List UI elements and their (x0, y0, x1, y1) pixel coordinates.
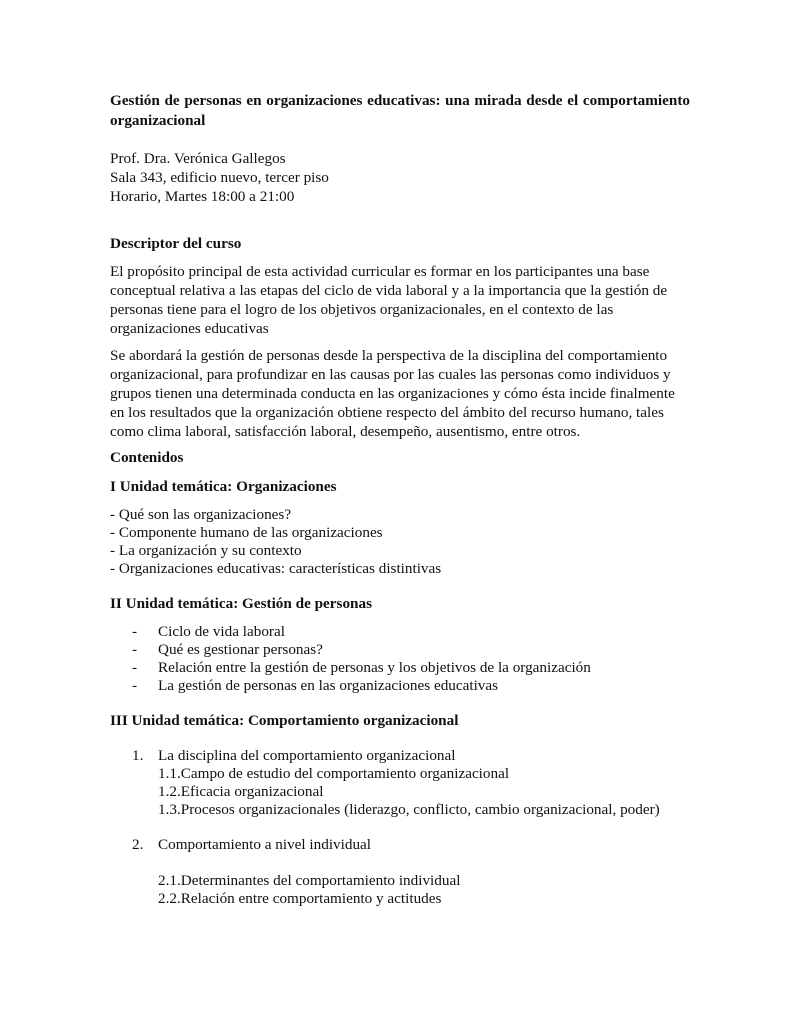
bullet-dash: - (132, 677, 138, 694)
list-number: 2. (132, 836, 144, 853)
unit3-heading: III Unidad temática: Comportamiento organizacional (110, 712, 459, 729)
descriptor-paragraph-1: El propósito principal de esta actividad curricular es formar en los participantes una base conceptual relativa a las etapas del ciclo de vida laboral y a la importancia que la gestión de personas tiene para el logro de los objetivos organizacionales, en el contexto de las organizaciones educativas (110, 263, 668, 337)
list-item-label: Relación entre la gestión de personas y los objetivos de la organización (158, 659, 591, 676)
bullet-dash: - (132, 641, 138, 658)
list-item (110, 746, 690, 765)
list-item: - Qué son las organizaciones? (110, 506, 292, 523)
unit1-list (110, 506, 690, 578)
list-item: - Organizaciones educativas: características distintivas (110, 560, 442, 577)
sub-item: 1.1.Campo de estudio del comportamiento organizacional (158, 765, 510, 782)
list-item (110, 623, 690, 641)
unit2-list (110, 623, 690, 695)
professor-info (110, 149, 690, 206)
professor-schedule: Horario, Martes 18:00 a 21:00 (110, 188, 295, 205)
sub-item: 1.2.Eficacia organizacional (158, 783, 324, 800)
list-item (110, 659, 690, 677)
descriptor-paragraph-2: Se abordará la gestión de personas desde la perspectiva de la disciplina del comportamiento organizacional, para profundizar en las causas por las cuales las personas como individuos y grupos tienen una determinada conducta en las organizaciones y cómo ésta incide finalmente en los resultados que la organización obtiene respecto del ámbito del recurso humano, tales como clima laboral, satisfacción laboral, desempeño, ausentismo, entre otros. (110, 347, 675, 440)
list-item: - Componente humano de las organizaciones (110, 524, 383, 541)
professor-room: Sala 343, edificio nuevo, tercer piso (110, 169, 329, 186)
unit2-heading: II Unidad temática: Gestión de personas (110, 595, 372, 612)
list-item-label: Comportamiento a nivel individual (158, 836, 372, 853)
contents-heading: Contenidos (110, 449, 184, 466)
list-item-label: Ciclo de vida laboral (158, 623, 285, 640)
list-item-label: La gestión de personas en las organizaciones educativas (158, 677, 499, 694)
bullet-dash: - (132, 623, 138, 640)
sub-item: 1.3.Procesos organizacionales (liderazgo, conflicto, cambio organizacional, poder) (158, 801, 660, 818)
list-item-label: Qué es gestionar personas? (158, 641, 323, 658)
professor-name: Prof. Dra. Verónica Gallegos (110, 150, 286, 167)
list-item (110, 835, 690, 854)
bullet-dash: - (132, 659, 138, 676)
list-item: - La organización y su contexto (110, 542, 302, 559)
document-page (110, 91, 690, 908)
unit1-heading: I Unidad temática: Organizaciones (110, 478, 337, 495)
unit3-list (110, 746, 690, 908)
descriptor-heading: Descriptor del curso (110, 235, 242, 252)
list-item (110, 677, 690, 695)
list-item (110, 641, 690, 659)
list-item-label: La disciplina del comportamiento organizacional (158, 747, 456, 764)
course-title: Gestión de personas en organizaciones educativas: una mirada desde el comportamiento organizacional (110, 92, 690, 129)
sub-item: 2.1.Determinantes del comportamiento individual (158, 872, 461, 889)
list-number: 1. (132, 747, 144, 764)
sub-item: 2.2.Relación entre comportamiento y actitudes (158, 890, 442, 907)
